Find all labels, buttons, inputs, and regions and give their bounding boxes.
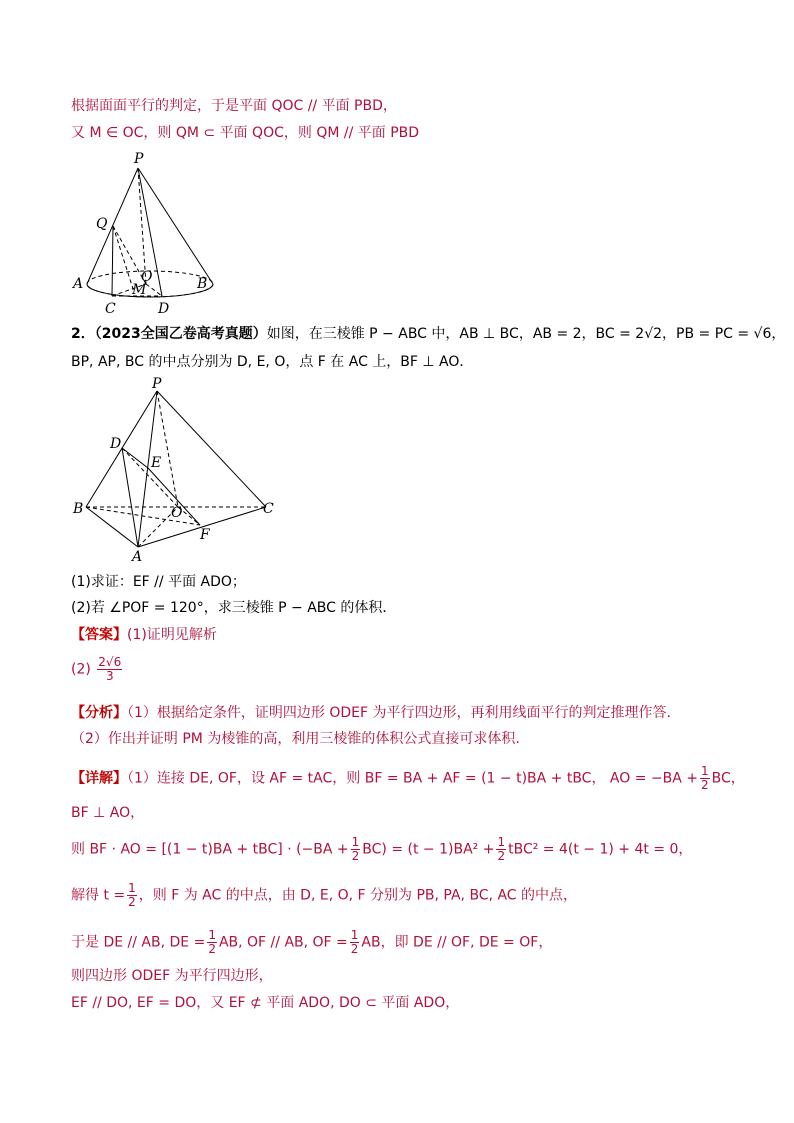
detail-line-2: BF ⊥ AO， (71, 805, 145, 821)
answer-line-1 (71, 625, 217, 645)
detail-text-3b: BC) = (t − 1)BA² + (362, 841, 495, 858)
cone-figure (70, 148, 230, 318)
label-D: D (158, 301, 170, 317)
answer-tag: 【答案】 (71, 627, 127, 643)
detail-line-1 (71, 765, 745, 792)
pyramid-figure (70, 375, 285, 565)
answer-part-1: (1)证明见解析 (127, 627, 217, 643)
detail-line-7: EF // DO, EF = DO，又 EF ⊄ 平面 ADO, DO ⊂ 平面 ADO， (71, 995, 460, 1011)
detail-text-5b: AB, OF // AB, OF = (218, 934, 348, 951)
label-A2: A (132, 549, 143, 565)
problem-stem-text-1: 如图，在三棱锥 P − ABC 中，AB ⊥ BC，AB = 2，BC = 2√2，PB = PC = √6， (266, 326, 786, 342)
detail-frac-1: $\frac{1}{2}$ (701, 764, 709, 792)
problem-number: 2． (71, 326, 95, 342)
question-1: (1)求证：EF // 平面 ADO； (71, 574, 246, 590)
detail-frac-4: $\frac{1}{2}$ (128, 881, 136, 909)
answer-line-2 (71, 656, 124, 683)
problem-stem-2: BP, AP, BC 的中点分别为 D, E, O，点 F 在 AC 上，BF ⊥ AO． (71, 354, 474, 370)
detail-text-5c: AB，即 DE // OF, DE = OF， (361, 934, 553, 951)
label-B2: B (73, 501, 84, 517)
label-C: C (105, 301, 116, 317)
analysis-tag: 【分析】 (71, 705, 127, 721)
answer-part-2-prefix: (2) (71, 661, 91, 678)
label-Q: Q (96, 216, 108, 232)
analysis-line-1 (71, 703, 671, 723)
detail-ao-expr: AO = −BA + (609, 770, 698, 787)
detail-ao-end: BC， (711, 770, 745, 787)
label-A: A (73, 276, 84, 292)
detail-line-3 (71, 836, 692, 863)
question-2: (2)若 ∠POF = 120°，求三棱锥 P − ABC 的体积． (71, 600, 397, 616)
problem-stem-1 (71, 324, 785, 344)
label-O2: O (171, 505, 183, 521)
label-M: M (132, 282, 147, 298)
analysis-line-2: （2）作出并证明 PM 为棱锥的高，利用三棱锥的体积公式直接可求体积. (71, 731, 520, 747)
label-O: O (141, 269, 153, 285)
detail-text-3c: tBC² = 4(t − 1) + 4t = 0， (508, 841, 693, 858)
detail-frac-5b: $\frac{1}{2}$ (350, 928, 359, 956)
label-P2: P (152, 376, 162, 392)
intro-line-2: 又 M ∈ OC，则 QM ⊂ 平面 QOC，则 QM // 平面 PBD (71, 125, 420, 141)
detail-text-5a: 于是 DE // AB, DE = (71, 934, 206, 951)
detail-text-3a: 则 BF · AO = [(1 − t)BA + tBC] · (−BA + (71, 841, 349, 858)
intro-line-1: 根据面面平行的判定，于是平面 QOC // 平面 PBD， (71, 98, 397, 114)
label-B: B (197, 276, 208, 292)
detail-line-6: 则四边形 ODEF 为平行四边形， (71, 968, 273, 984)
detail-text-4a: 解得 t = (71, 887, 126, 904)
detail-text-1: （1）连接 DE, OF，设 AF = tAC，则 BF = BA + AF = (1 − t)BA + tBC， (127, 770, 606, 787)
label-D2: D (110, 436, 122, 452)
analysis-text-1: （1）根据给定条件，证明四边形 ODEF 为平行四边形，再利用线面平行的判定推理作答. (127, 705, 671, 721)
detail-text-4b: ，则 F 为 AC 的中点，由 D, E, O, F 分别为 PB, PA, BC, AC 的中点， (138, 887, 578, 904)
detail-line-5 (71, 929, 552, 956)
detail-frac-5a: $\frac{1}{2}$ (208, 928, 216, 956)
label-F2: F (200, 527, 210, 543)
detail-frac-3: $\frac{1}{2}$ (351, 835, 360, 863)
label-P: P (134, 151, 144, 167)
label-C2: C (263, 501, 274, 517)
label-E2: E (151, 455, 162, 471)
detail-frac-3b: $\frac{1}{2}$ (497, 835, 506, 863)
detail-line-4 (71, 882, 577, 909)
problem-source: （2023全国乙卷高考真题） (94, 326, 267, 342)
answer-fraction: $\frac{2√6}{3}$ (98, 655, 122, 683)
detail-tag: 【详解】 (71, 770, 127, 787)
